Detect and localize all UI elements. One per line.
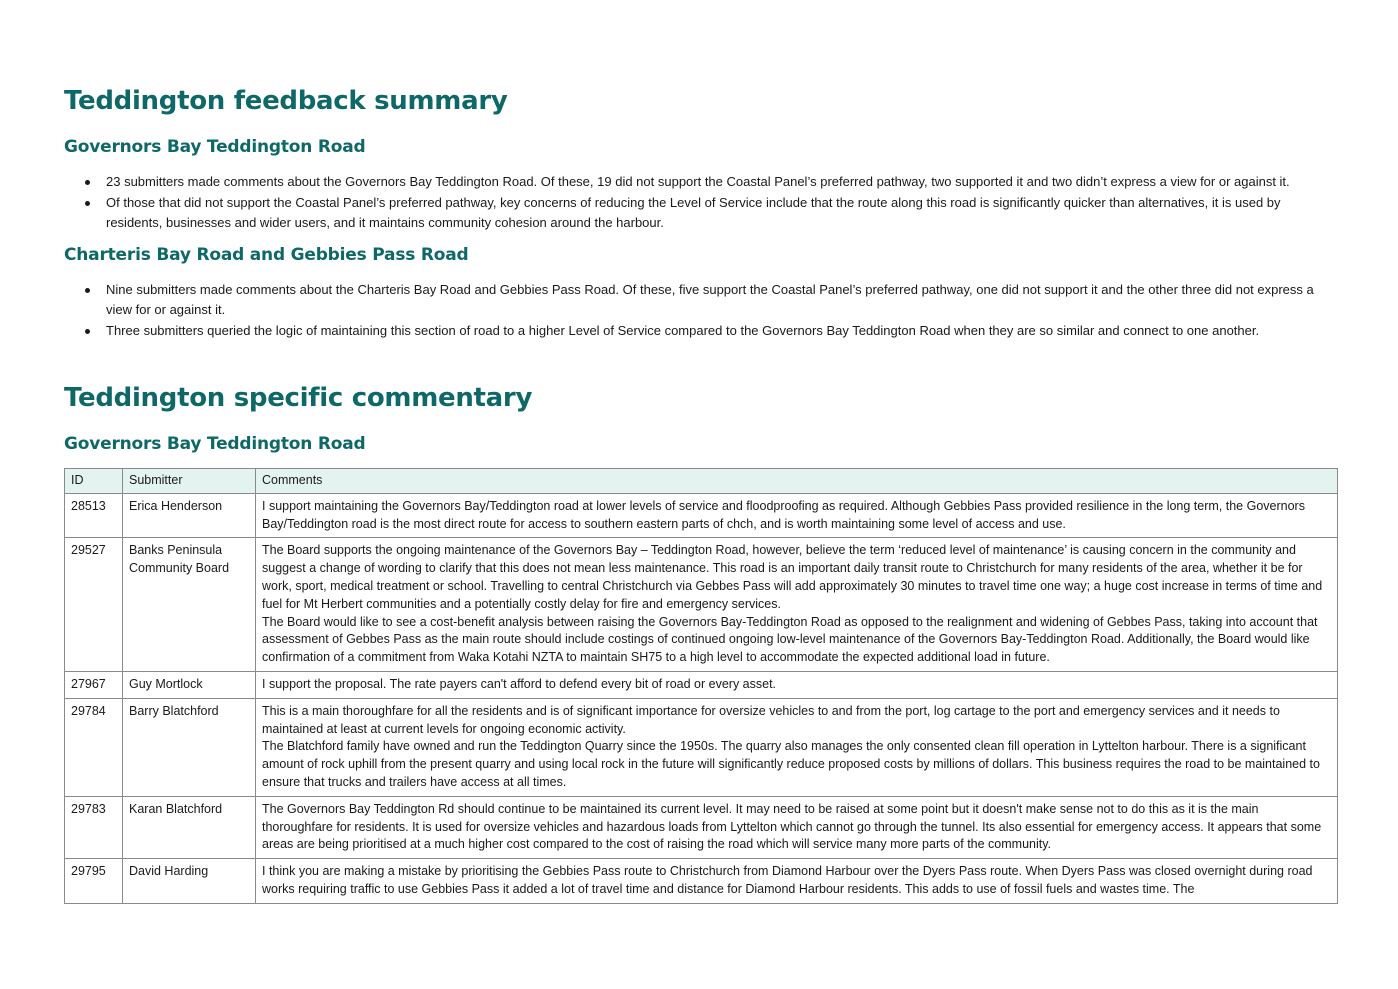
- comment-paragraph: I support the proposal. The rate payers can't afford to defend every bit of road or every asset.: [262, 676, 777, 691]
- cell-id: 27967: [65, 671, 123, 698]
- cell-id: 29527: [65, 538, 123, 672]
- summary-title: Teddington feedback summary: [64, 86, 508, 116]
- cell-comments: [256, 493, 1338, 538]
- cell-submitter: Banks Peninsula Community Board: [123, 538, 256, 672]
- bullet-list-charteris-bay: [64, 280, 1338, 342]
- section-heading-charteris-bay: Charteris Bay Road and Gebbies Pass Road: [64, 245, 469, 265]
- table-row: [65, 493, 1338, 538]
- table-row: [65, 859, 1338, 904]
- table-header-row: [65, 469, 1338, 494]
- cell-comments: [256, 796, 1338, 858]
- comment-paragraph: This is a main thoroughfare for all the residents and is of significant importance for oversize vehicles to and from the port, log cartage to the port and emergency services and it needs to maintained at least at current levels for ongoing economic activity.: [262, 703, 1280, 736]
- cell-submitter: David Harding: [123, 859, 256, 904]
- comment-paragraph: I think you are making a mistake by prioritising the Gebbies Pass route to Christchurch from Diamond Harbour over the Dyers Pass route. When Dyers Pass was closed overnight during road works requiring traffic to use Gebbies Pass it added a lot of travel time and distance for Diamond Harbour residents. This adds to use of fossil fuels and wastes time. The: [262, 864, 1313, 896]
- cell-id: 29783: [65, 796, 123, 858]
- cell-comments: [256, 859, 1338, 904]
- commentary-title: Teddington specific commentary: [64, 383, 533, 413]
- cell-comments: [256, 671, 1338, 698]
- comment-paragraph: The Board would like to see a cost-benefit analysis between raising the Governors Bay-Teddington Road as opposed to the realignment and widening of Gebbes Pass, taking into account that assessment of Gebbes Pass as the main route should include costings of continued ongoing low-level maintenance of the Governors Bay-Teddington Road. Additionally, the Board would like confirmation of a commitment from Waka Kotahi NZTA to maintain SH75 to a high level to accommodate the expected additional load in future.: [262, 614, 1318, 665]
- comment-paragraph: The Board supports the ongoing maintenance of the Governors Bay – Teddington Road, however, believe the term ‘reduced level of maintenance’ is causing concern in the community and suggest a change of wording to clarify that this does not mean less maintenance. This road is an important daily transit route to Christchurch for many residents of the area, whether it be for work, sport, medical treatment or school. Travelling to central Christchurch via Gebbes Pass will add approximately 30 minutes to travel time one way; a huge cost increase in terms of time and fuel for Mt Herbert communities and a potentially costly delay for fire and emergency services.: [262, 543, 1323, 611]
- comment-paragraph: I support maintaining the Governors Bay/Teddington road at lower levels of service and floodproofing as required. Although Gebbies Pass provided resilience in the long term, the Governors Bay/Teddington road is the most direct route for access to southern eastern parts of chch, and is worth maintaining some level of access and use.: [262, 498, 1305, 531]
- cell-id: 28513: [65, 493, 123, 538]
- comment-paragraph: The Governors Bay Teddington Rd should continue to be maintained its current level. It may need to be raised at some point but it doesn't make sense not to do this as it is the main thoroughfare for residents. It is used for oversize vehicles and hazardous loads from Lyttelton which cannot go through the tunnel. Its also essential for emergency access. It appears that some areas are being prioritised at a much higher cost compared to the cost of raising the road which will service many more parts of the community.: [262, 801, 1322, 852]
- cell-submitter: Guy Mortlock: [123, 671, 256, 698]
- table-row: [65, 698, 1338, 796]
- bullet-icon: [85, 201, 90, 206]
- bullet-list-governors-bay: [64, 172, 1338, 234]
- list-item: 23 submitters made comments about the Governors Bay Teddington Road. Of these, 19 did not support the Coastal Panel’s preferred pathway, two supported it and two didn’t express a view for or against it.: [64, 172, 1338, 192]
- list-item: Nine submitters made comments about the Charteris Bay Road and Gebbies Pass Road. Of these, five support the Coastal Panel’s preferred pathway, one did not support it and the other three did not express a view for or against it.: [64, 280, 1338, 320]
- commentary-table: [64, 468, 1338, 904]
- table-row: [65, 538, 1338, 672]
- column-header-id: ID: [65, 469, 123, 494]
- cell-submitter: Erica Henderson: [123, 493, 256, 538]
- column-header-comments: Comments: [256, 469, 1338, 494]
- list-item: Three submitters queried the logic of maintaining this section of road to a higher Level of Service compared to the Governors Bay Teddington Road when they are so similar and connect to one another.: [64, 321, 1338, 341]
- cell-id: 29784: [65, 698, 123, 796]
- cell-comments: [256, 698, 1338, 796]
- cell-submitter: Karan Blatchford: [123, 796, 256, 858]
- table-row: [65, 671, 1338, 698]
- cell-id: 29795: [65, 859, 123, 904]
- comment-paragraph: The Blatchford family have owned and run the Teddington Quarry since the 1950s. The quarry also manages the only consented clean fill operation in Lyttelton harbour. There is a significant amount of rock uphill from the present quarry and using local rock in the future will significantly reduce proposed costs by millions of dollars. This business requires the road to be maintained to ensure that trucks and trailers have access at all times.: [262, 739, 1320, 789]
- cell-submitter: Barry Blatchford: [123, 698, 256, 796]
- commentary-heading: Governors Bay Teddington Road: [64, 434, 366, 454]
- cell-comments: [256, 538, 1338, 672]
- list-item: Of those that did not support the Coastal Panel’s preferred pathway, key concerns of reducing the Level of Service include that the route along this road is significantly quicker than alternatives, it is used by residents, businesses and wider users, and it maintains community cohesion around the harbour.: [64, 193, 1338, 233]
- bullet-icon: [85, 329, 90, 334]
- column-header-submitter: Submitter: [123, 469, 256, 494]
- commentary-table-container: [64, 468, 1338, 904]
- table-row: [65, 796, 1338, 858]
- section-heading-governors-bay: Governors Bay Teddington Road: [64, 137, 366, 157]
- bullet-icon: [85, 288, 90, 293]
- bullet-icon: [85, 180, 90, 185]
